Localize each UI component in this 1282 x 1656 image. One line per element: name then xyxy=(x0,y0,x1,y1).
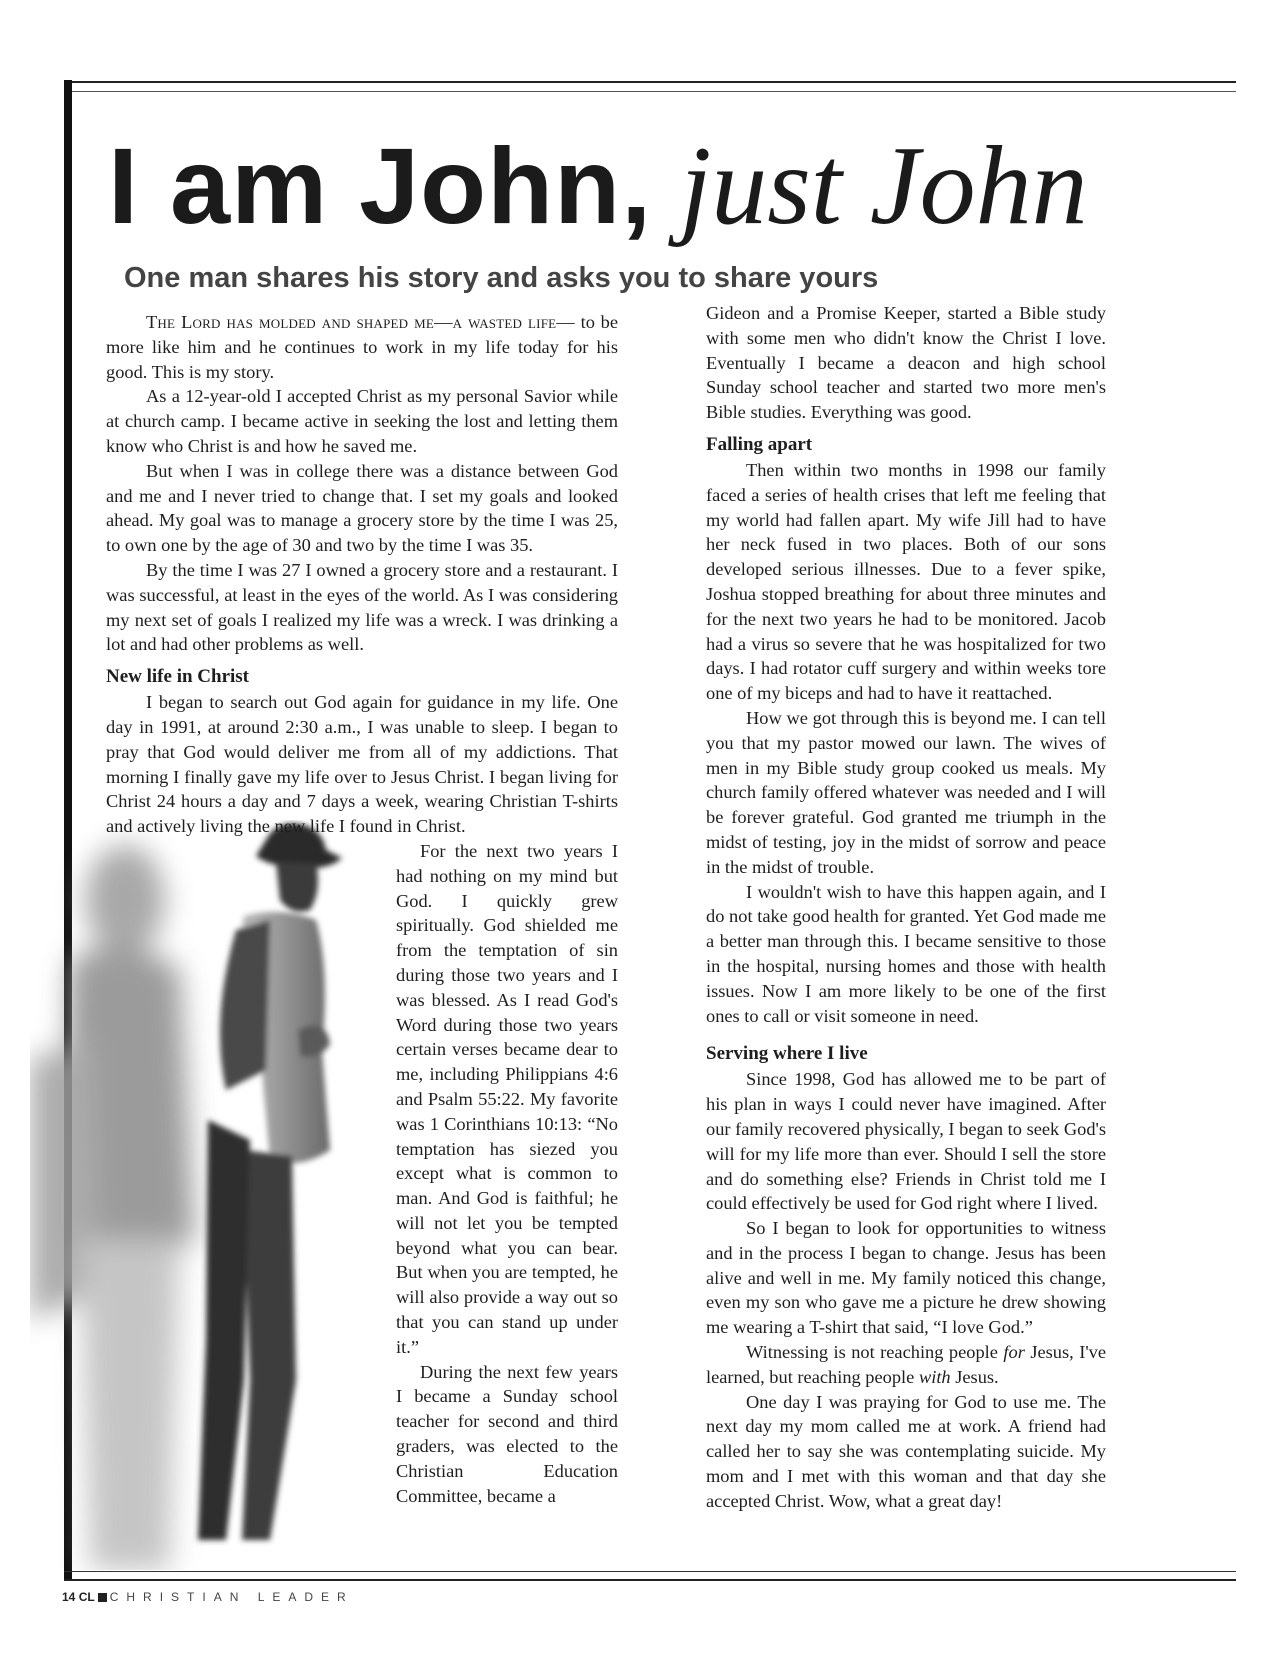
paragraph: As a 12-year-old I accepted Christ as my personal Savior while at church camp. I became active in seeking the lost and letting them know who Christ is and how he saved me. xyxy=(106,386,618,456)
paragraph-lead xyxy=(106,310,618,384)
paragraph: Then within two months in 1998 our family faced a series of health crises that left me feeling that my world had fallen apart. My wife Jill had to have her neck fused in two places. Both of our sons developed serious illnesses. Due to a fever spike, Joshua stopped breathing for about three minutes and for the next two years he had to be monitored. Jacob had a virus so severe that he was hospitalized for two days. I had rotator cuff surgery and within weeks tore one of my biceps and had to have it reattached. xyxy=(706,459,1106,704)
italic-with: with xyxy=(918,1366,951,1387)
top-rule xyxy=(64,81,1236,83)
italic-for: for xyxy=(1003,1342,1025,1363)
top-rule-thin xyxy=(64,91,1236,92)
article-subtitle: One man shares his story and asks you to share yours xyxy=(124,262,879,294)
paragraph: How we got through this is beyond me. I can tell you that my pastor mowed our lawn. The wives of men in my Bible study group cooked us meals. My church family offered whatever was needed and I will be forever grateful. God granted me triumph in the midst of testing, joy in the midst of sorrow and peace in the midst of trouble. xyxy=(706,707,1106,877)
left-column xyxy=(106,310,618,1508)
text-run: Witnessing is not reaching people xyxy=(746,1342,1004,1363)
magazine-abbrev: CL xyxy=(78,1590,95,1604)
page-folio xyxy=(62,1590,354,1604)
paragraph: So I began to look for opportunities to witness and in the process I began to change. Jesus has been alive and well in me. My family noticed this change, even my son who gave me a picture he drew showing me wearing a T-shirt that said, “I love God.” xyxy=(706,1218,1106,1338)
paragraph: But when I was in college there was a distance between God and me and I never tried to change that. I set my goals and looked ahead. My goal was to manage a grocery store by the time I was 25, to own one by the age of 30 and two by the time I was 35. xyxy=(106,460,618,556)
paragraph: One day I was praying for God to use me. The next day my mom called me at work. A friend had called her to say she was contemplating suicide. My mom and I met with this woman and that day she accepted Christ. Wow, what a great day! xyxy=(706,1391,1106,1511)
paragraph xyxy=(706,1340,1106,1390)
paragraph: I wouldn't wish to have this happen again, and I do not take good health for granted. Yet God made me a better man through this. I became sensitive to those in the hospital, nursing homes and those with health issues. Now I am more likely to be one of the first ones to call or visit someone in need. xyxy=(706,881,1106,1026)
bottom-rule-thick xyxy=(64,1579,1236,1581)
right-column xyxy=(706,301,1106,1514)
paragraph: Since 1998, God has allowed me to be part of his plan in ways I could never have imagined. After our family recovered physically, I began to seek God's will for my life more than ever. Should I sell the store and do something else? Friends in Christ told me I could effectively be used for God right where I lived. xyxy=(706,1069,1106,1214)
lead-in-small-caps: The Lord has molded and shaped me—a wasted life— xyxy=(146,312,575,332)
paragraph: By the time I was 27 I owned a grocery store and a restaurant. I was successful, at least in the eyes of the world. As I was considering my next set of goals I realized my life was a wreck. I was drinking a lot and had other problems as well. xyxy=(106,559,618,655)
folio-square-icon xyxy=(98,1593,107,1602)
bottom-rule xyxy=(64,1571,1236,1572)
paragraph: For the next two years I had nothing on my mind but God. I quickly grew spiritually. God shielded me from the temptation of sin during those two years and I was blessed. As I read God's Word during those two years certain verses became dear to me, including Philippians 4:6 and Psalm 55:22. My favorite was 1 Corinthians 10:13: “No temptation has siezed you except what is common to man. And God is faithful; he will not let you be tempted beyond what you can bear. But when you are tempted, he will also provide a way out so that you can stand up under it.” xyxy=(396,840,618,1357)
article-title xyxy=(108,124,1088,248)
magazine-name: CHRISTIAN LEADER xyxy=(109,1590,354,1604)
paragraph: I began to search out God again for guidance in my life. One day in 1991, at around 2:30 a.m., I was unable to sleep. I began to pray that God would deliver me from all of my addictions. That morning I finally gave my life over to Jesus Christ. I began living for Christ 24 hours a day and 7 days a week, wearing Christian T-shirts and actively living the new life I found in Christ. xyxy=(106,692,618,837)
title-bold: I am John, xyxy=(108,125,653,246)
text-run: Jesus, I've learned, but reaching people xyxy=(706,1342,1106,1387)
lead-paragraph-rest: to be more like him and he continues to work in my life today for his good. This is my story. xyxy=(106,312,618,382)
text-run: Jesus. xyxy=(950,1366,999,1387)
section-heading-serving: Serving where I live xyxy=(706,1043,868,1065)
paragraph: During the next few years I became a Sunday school teacher for second and third graders, was elected to the Christian Education Committee, became a xyxy=(396,1361,618,1506)
title-italic: just John xyxy=(652,124,1088,248)
section-heading-falling-apart: Falling apart xyxy=(706,433,813,455)
section-heading-new-life: New life in Christ xyxy=(106,666,250,688)
paragraph: Gideon and a Promise Keeper, started a Bible study with some men who didn't know the Christ I love. Eventually I became a deacon and high school Sunday school teacher and started two more men's Bible studies. Everything was good. xyxy=(706,303,1106,423)
page-number: 14 xyxy=(62,1590,76,1604)
